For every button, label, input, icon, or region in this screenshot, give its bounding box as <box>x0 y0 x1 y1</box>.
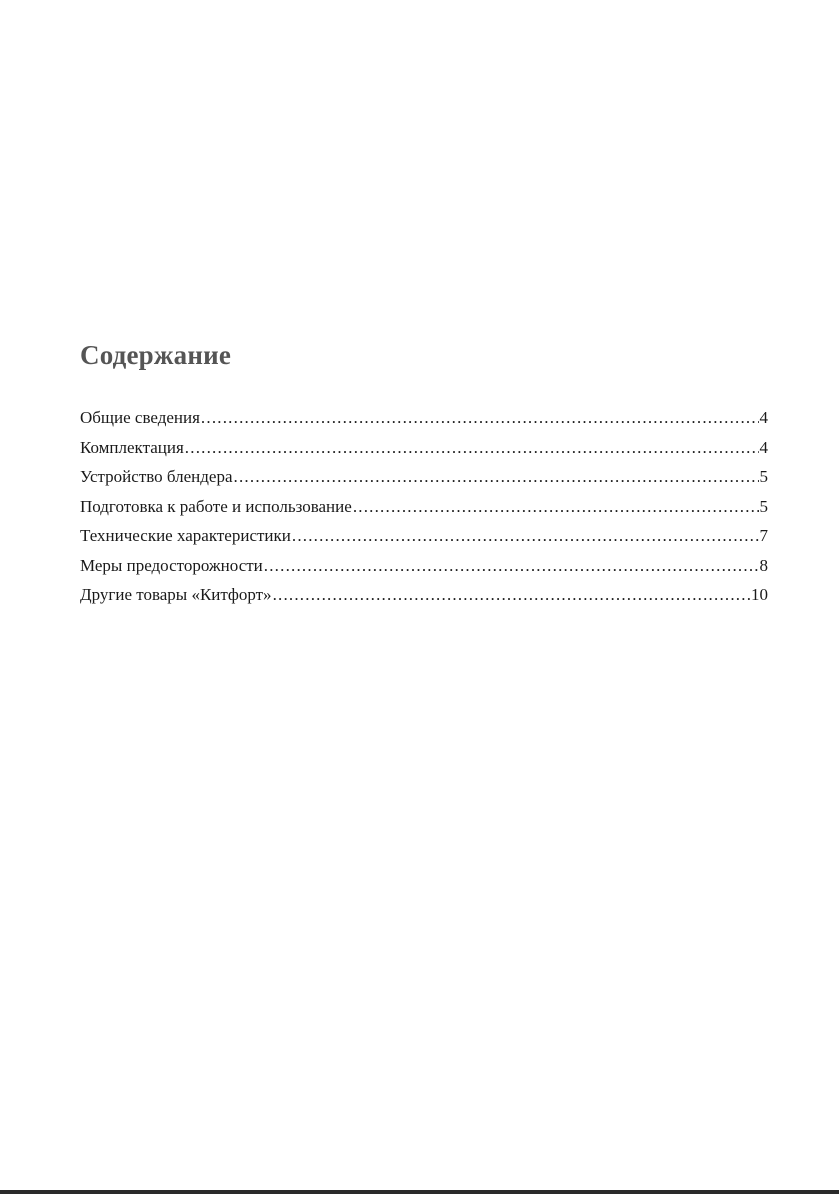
toc-list <box>80 403 768 610</box>
toc-entry <box>80 551 768 581</box>
toc-entry-label: Подготовка к работе и использование <box>80 496 352 516</box>
toc-entry-label: Другие товары «Китфорт» <box>80 585 272 604</box>
toc-title: Содержание <box>80 340 232 370</box>
toc-entry-label: Устройство блендера <box>80 467 233 486</box>
toc-entry-page: 8 <box>759 555 768 575</box>
toc-entry <box>80 403 768 433</box>
toc-entry-page: 4 <box>759 408 768 427</box>
toc-entry-page: 5 <box>759 467 768 486</box>
toc-entry-page: 5 <box>759 496 768 516</box>
toc-entry <box>80 462 768 492</box>
toc-entry <box>80 492 768 522</box>
toc-entry <box>80 580 768 610</box>
toc-entry <box>80 521 768 551</box>
toc-entry-page: 4 <box>759 437 768 457</box>
toc-dot-leader <box>264 551 759 581</box>
toc-entry-label: Общие сведения <box>80 408 200 427</box>
toc-dot-leader <box>185 433 759 463</box>
toc-dot-leader <box>353 492 759 522</box>
toc-entry-label: Технические характеристики <box>80 526 291 545</box>
toc-dot-leader <box>292 521 759 551</box>
toc-entry-page: 10 <box>751 585 768 604</box>
toc-dot-leader <box>234 462 759 492</box>
toc-entry-page: 7 <box>759 526 768 545</box>
toc-entry-label: Меры предосторожности <box>80 555 263 575</box>
toc-entry-label: Комплектация <box>80 437 184 457</box>
page-bottom-edge <box>0 1190 839 1194</box>
toc-dot-leader <box>273 580 750 610</box>
toc-entry <box>80 433 768 463</box>
toc-dot-leader <box>201 403 759 433</box>
